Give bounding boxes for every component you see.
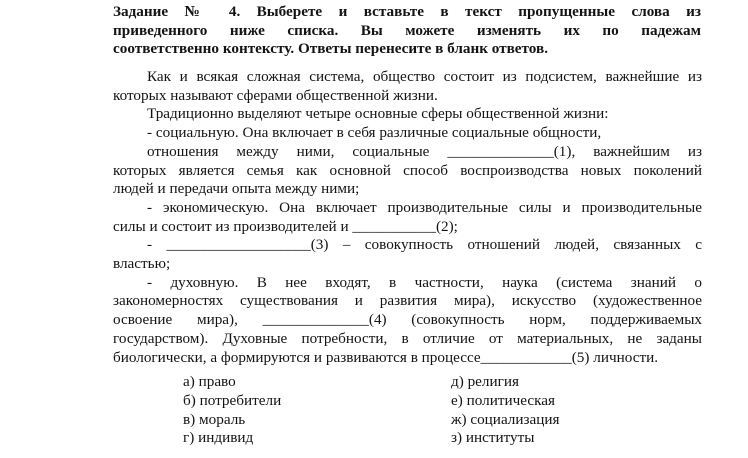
option-item: б) потребители (183, 391, 282, 409)
task-line: приведенного ниже списка. Вы можете изменять их по падежам (113, 21, 701, 39)
text-line: - духовную. В нее входят, в частности, наука (система знаний о (147, 273, 702, 291)
text-line: - ___________________(3) – совокупность отношений людей, связанных с (147, 236, 702, 254)
option-item: в) мораль (183, 410, 246, 428)
option-item: а) право (183, 373, 236, 390)
text-line: людей и передачи опыта между ними; (113, 180, 360, 198)
options-row (183, 429, 663, 448)
answer-options (183, 373, 663, 448)
option-item: г) индивид (183, 429, 254, 447)
options-row (183, 392, 663, 411)
text-line: государством). Духовные потребности, в отличие от материальных, не заданы (113, 329, 702, 347)
task-text (113, 68, 702, 367)
option-item: д) религия (451, 373, 519, 390)
text-line: силы и состоит из производителей и ___________(2); (113, 217, 458, 235)
text-line: освоение мира), ______________(4) (совокупность норм, поддерживаемых (113, 311, 702, 329)
text-line: которых является семья как основной способ воспроизводства новых поколений (113, 161, 702, 179)
task-heading (113, 3, 701, 59)
task-line: Задание № 4. Выберете и вставьте в текст пропущенные слова из (113, 3, 701, 20)
options-row (183, 411, 663, 430)
option-item: з) институты (451, 429, 535, 447)
text-line: - социальную. Она включает в себя различные социальные общности, (147, 124, 602, 142)
text-line: - экономическую. Она включает производительные силы и производительные (147, 198, 702, 216)
task-line: соответственно контексту. Ответы перенесите в бланк ответов. (113, 40, 549, 57)
option-item: е) политическая (451, 391, 555, 409)
text-line: закономерностях существования и развития мира), искусство (художественное (113, 292, 702, 310)
text-line: Как и всякая сложная система, общество состоит из подсистем, важнейшие из (147, 68, 702, 85)
text-line: отношения между ними, социальные ______________(1), важнейшим из (147, 142, 702, 160)
text-line: которых называют сферами общественной жизни. (113, 86, 438, 104)
option-item: ж) социализация (451, 410, 560, 428)
text-line: властью; (113, 255, 171, 273)
text-line: Традиционно выделяют четыре основные сферы общественной жизни: (147, 105, 609, 123)
options-row (183, 373, 663, 392)
text-line: биологически, а формируются и развиваются в процессе____________(5) личности. (113, 348, 659, 366)
